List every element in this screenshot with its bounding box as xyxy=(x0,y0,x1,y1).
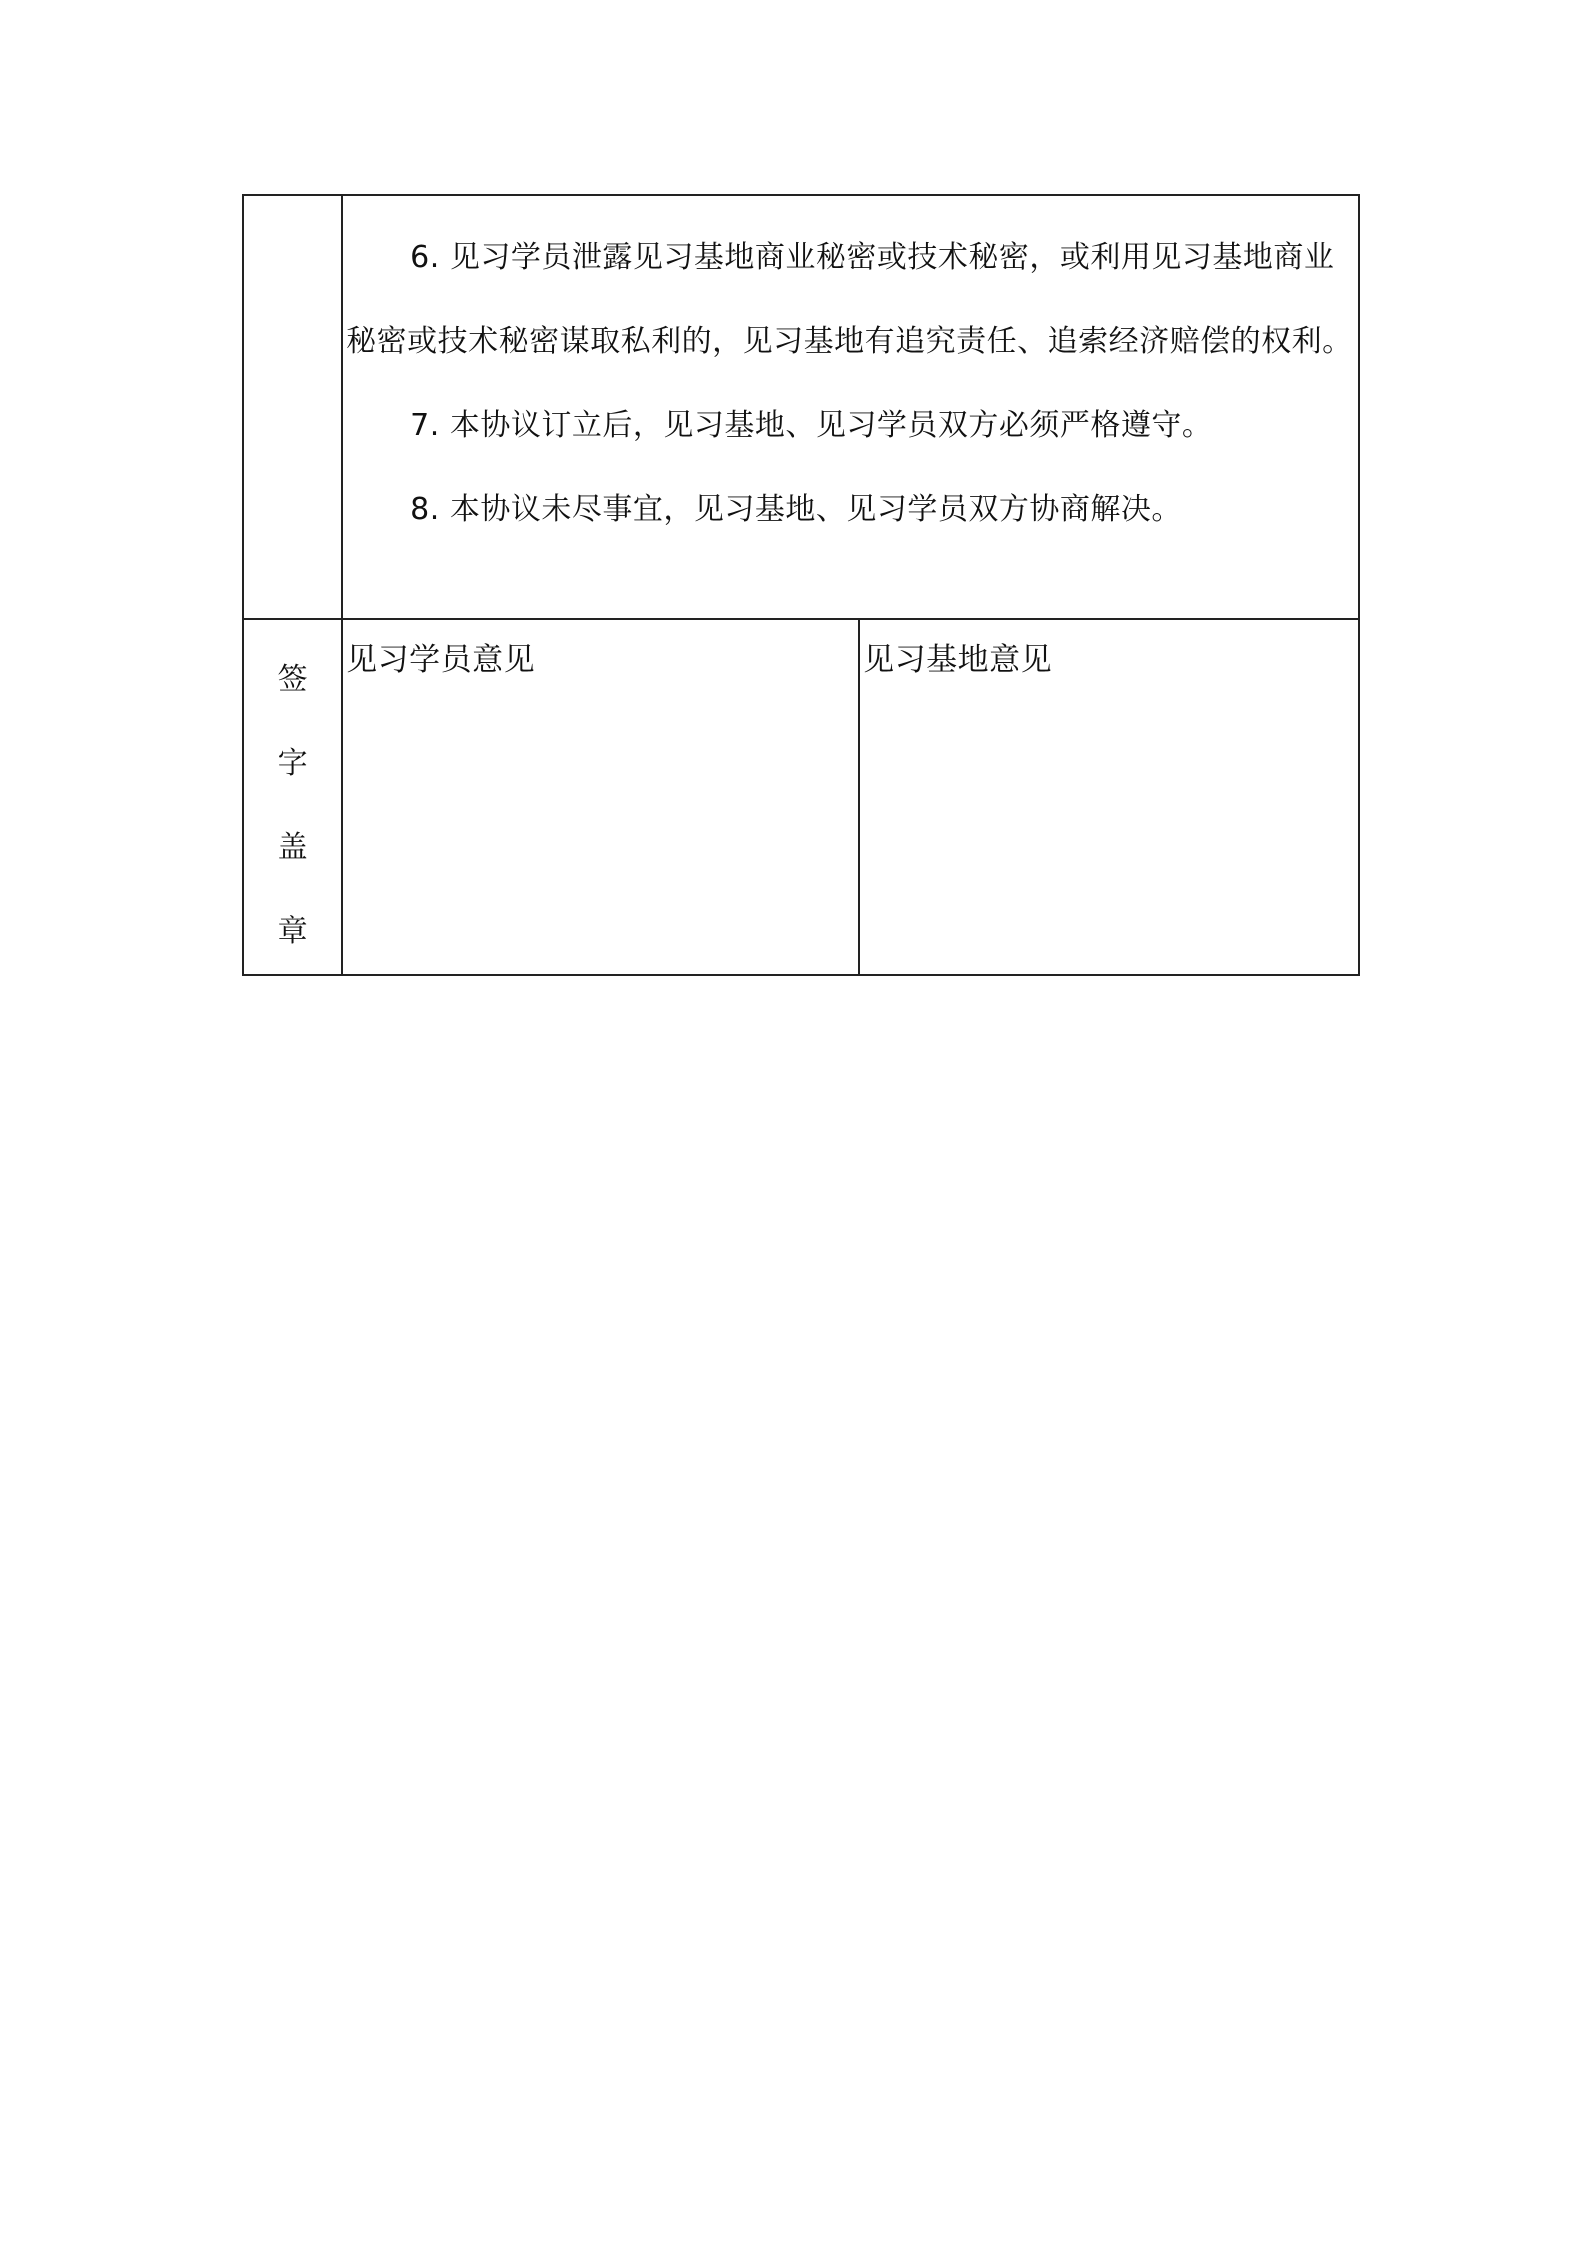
terms-cell xyxy=(342,195,1359,619)
signature-row xyxy=(243,619,1359,975)
signature-label-char: 盖 xyxy=(277,830,308,865)
terms-row xyxy=(243,195,1359,619)
signature-label-char: 签 xyxy=(277,662,308,697)
trainee-opinion-label: 见习学员意见 xyxy=(346,642,536,678)
signature-vertical-label xyxy=(244,620,341,974)
signature-label-char: 字 xyxy=(277,746,308,781)
base-opinion-cell[interactable] xyxy=(859,619,1359,975)
terms-label-cell xyxy=(243,195,342,619)
trainee-opinion-cell[interactable] xyxy=(342,619,859,975)
base-opinion-label: 见习基地意见 xyxy=(863,642,1053,678)
term-item-7: 7. 本协议订立后，见习基地、见习学员双方必须严格遵守。 xyxy=(410,408,1213,443)
signature-label-cell xyxy=(243,619,342,975)
term-item-8: 8. 本协议未尽事宜，见习基地、见习学员双方协商解决。 xyxy=(410,492,1182,527)
term-item-6: 6. 见习学员泄露见习基地商业秘密或技术秘密，或利用见习基地商业秘密或技术秘密谋取私利的，见习基地有追究责任、追索经济赔偿的权利。 xyxy=(346,240,1353,359)
agreement-table xyxy=(242,194,1360,976)
signature-label-char: 章 xyxy=(277,914,308,949)
